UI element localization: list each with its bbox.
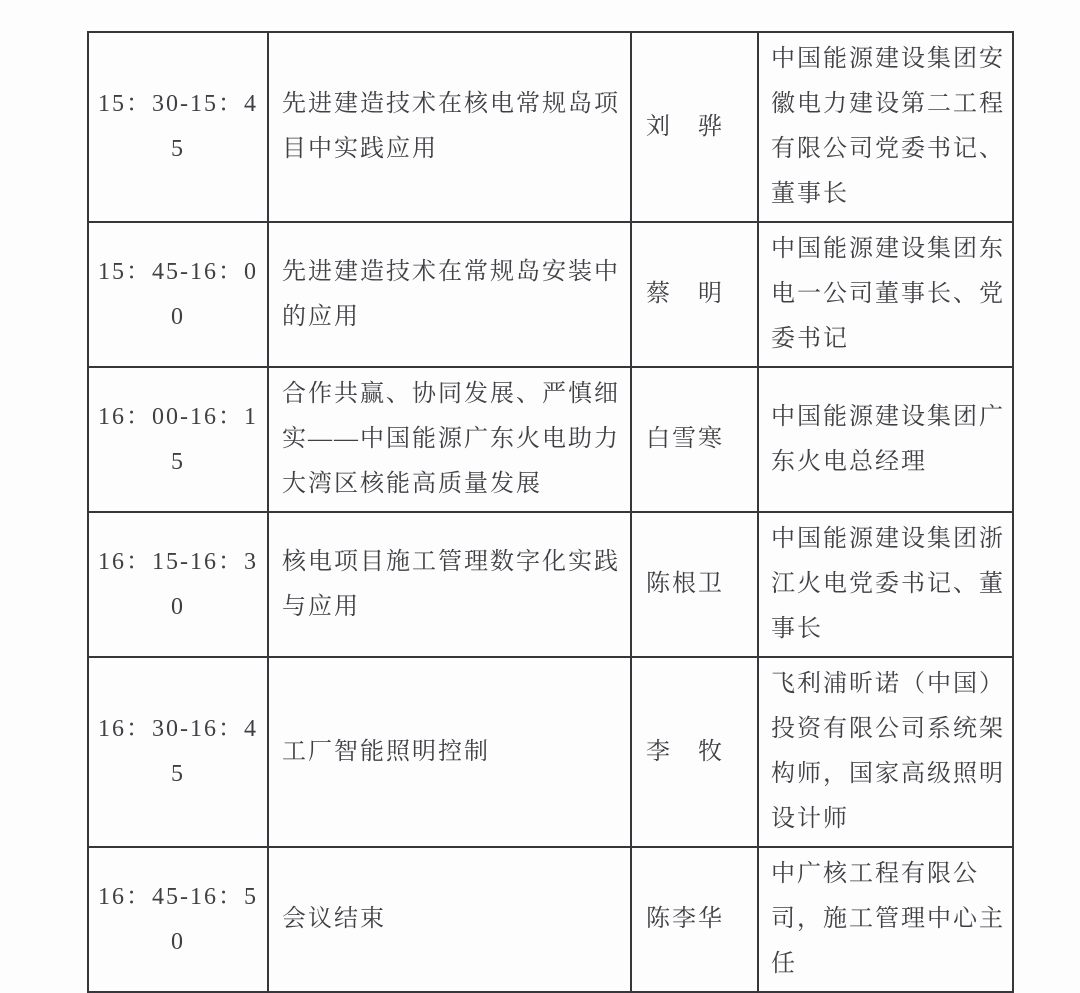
speaker-cell: 蔡 明 [631,222,758,367]
table-row [88,222,1013,367]
table-row [88,847,1013,992]
time-cell: 15：45-16：00 [88,222,268,367]
affiliation-cell: 中国能源建设集团广东火电总经理 [758,367,1013,512]
table-row [88,657,1013,847]
time-cell: 16：45-16：50 [88,847,268,992]
table-row [88,512,1013,657]
affiliation-cell: 中国能源建设集团安徽电力建设第二工程有限公司党委书记、董事长 [758,32,1013,222]
affiliation-cell: 中广核工程有限公司，施工管理中心主任 [758,847,1013,992]
schedule-table-body [88,32,1013,992]
topic-cell: 先进建造技术在核电常规岛项目中实践应用 [268,32,631,222]
speaker-cell: 刘 骅 [631,32,758,222]
time-cell: 16：00-16：15 [88,367,268,512]
affiliation-cell: 飞利浦昕诺（中国）投资有限公司系统架构师，国家高级照明设计师 [758,657,1013,847]
time-cell: 15：30-15：45 [88,32,268,222]
affiliation-cell: 中国能源建设集团东电一公司董事长、党委书记 [758,222,1013,367]
schedule-table [87,31,1014,993]
topic-cell: 先进建造技术在常规岛安装中的应用 [268,222,631,367]
topic-cell: 合作共赢、协同发展、严慎细实——中国能源广东火电助力大湾区核能高质量发展 [268,367,631,512]
topic-cell: 工厂智能照明控制 [268,657,631,847]
time-cell: 16：30-16：45 [88,657,268,847]
time-cell: 16：15-16：30 [88,512,268,657]
table-row [88,367,1013,512]
speaker-cell: 李 牧 [631,657,758,847]
topic-cell: 会议结束 [268,847,631,992]
speaker-cell: 白雪寒 [631,367,758,512]
table-row [88,32,1013,222]
speaker-cell: 陈李华 [631,847,758,992]
speaker-cell: 陈根卫 [631,512,758,657]
topic-cell: 核电项目施工管理数字化实践与应用 [268,512,631,657]
affiliation-cell: 中国能源建设集团浙江火电党委书记、董事长 [758,512,1013,657]
